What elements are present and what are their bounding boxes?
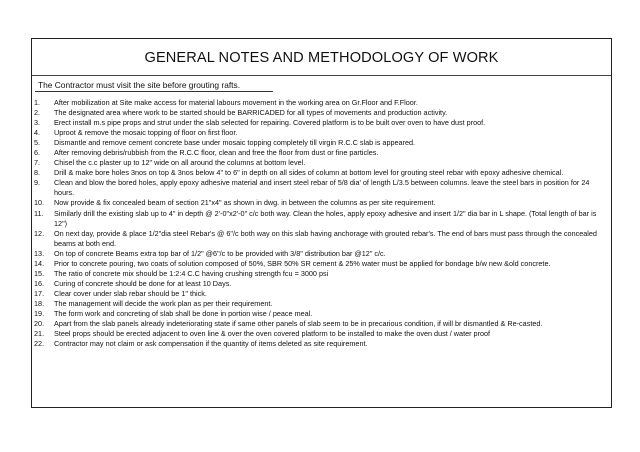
notes-sheet bbox=[31, 38, 612, 408]
page-title: GENERAL NOTES AND METHODOLOGY OF WORK bbox=[144, 50, 499, 66]
note-text: Prior to concrete pouring, two coats of solution composed of 50%, SBR 50% SR cement & 25% water must be applied for bondage b/w new &old concrete. bbox=[54, 258, 551, 268]
note-number: 22. bbox=[34, 339, 45, 349]
note-text: Drill & make bore holes 3nos on top & 3nos below 4" to 6" in depth on all sides of column at bottom level for grouting steel rebar with epoxy adhesive chemical. bbox=[54, 168, 564, 178]
list-item bbox=[32, 289, 610, 299]
note-number: 8. bbox=[34, 168, 41, 178]
note-number: 3. bbox=[34, 118, 41, 128]
list-item bbox=[32, 98, 610, 108]
note-text: Clean and blow the bored holes, apply epoxy adhesive material and insert steel rebar of 5/8 dia' of length L/3.5 between columns. leave the steel bars in position for 24 hours. bbox=[54, 178, 590, 198]
intro-text: The Contractor must visit the site before grouting rafts. bbox=[38, 80, 241, 90]
note-number: 18. bbox=[34, 298, 45, 308]
note-text: Uproot & remove the mosaic topping of floor on first floor. bbox=[54, 128, 238, 138]
note-text: Apart from the slab panels already indeteriorating state if same other panels of slab seem to be in precarious condition, if will br dismantled & Re-casted. bbox=[54, 319, 543, 329]
note-number: 14. bbox=[34, 258, 45, 268]
list-item bbox=[32, 209, 610, 229]
list-item bbox=[32, 138, 610, 148]
intro-underline bbox=[35, 91, 273, 92]
list-item bbox=[32, 339, 610, 349]
list-item bbox=[32, 229, 610, 249]
note-text: The designated area where work to be started should be BARRICADED for all types of movements and production activity. bbox=[54, 108, 448, 118]
note-text: Steel props should be erected adjacent to oven line & over the oven covered platform to be installed to make the oven dust / water proof bbox=[54, 329, 491, 339]
note-text: After removing debris/rubbish from the R.C.C floor, clean and free the floor from dust or fine particles. bbox=[54, 148, 379, 158]
note-number: 1. bbox=[34, 98, 41, 107]
note-text: Chisel the c.c plaster up to 12" wide on all around the columns at bottom level. bbox=[54, 158, 306, 168]
note-text: Contractor may not claim or ask compensation if the quantity of items deleted as site requirement. bbox=[54, 339, 368, 349]
note-text: The management will decide the work plan as per their requirement. bbox=[54, 298, 273, 308]
list-item bbox=[32, 309, 610, 319]
notes-list bbox=[32, 98, 610, 349]
note-number: 16. bbox=[34, 278, 45, 288]
list-item bbox=[32, 128, 610, 138]
note-number: 4. bbox=[34, 128, 41, 138]
note-number: 11. bbox=[34, 208, 44, 218]
note-number: 9. bbox=[34, 178, 41, 188]
list-item bbox=[32, 259, 610, 269]
note-number: 15. bbox=[34, 268, 45, 278]
list-item bbox=[32, 329, 610, 339]
note-text: Curing of concrete should be done for at least 10 Days. bbox=[54, 278, 232, 288]
note-number: 20. bbox=[34, 319, 45, 329]
note-text: Clear cover under slab rebar should be 1" thick. bbox=[54, 288, 207, 298]
note-number: 19. bbox=[34, 308, 45, 318]
note-text: After mobilization at Site make access for material labours movement in the working area on Gr.Floor and F.Floor. bbox=[54, 98, 418, 107]
note-text: On top of concrete Beams extra top bar of 1/2" @6"/c to be provided with 3/8" distribution bar @12" c/c. bbox=[54, 248, 386, 258]
note-text: Now provide & fix concealed beam of section 21"x4" as shown in dwg. in between the columns as per site requirement. bbox=[54, 198, 436, 208]
note-number: 5. bbox=[34, 138, 41, 148]
note-number: 10. bbox=[34, 198, 45, 208]
list-item bbox=[32, 158, 610, 168]
list-item bbox=[32, 299, 610, 309]
note-number: 2. bbox=[34, 108, 41, 118]
note-text: Erect install m.s pipe props and strut under the slab selected for repairing. Covered platform is to be built over oven to have dust proof. bbox=[54, 118, 486, 128]
list-item bbox=[32, 108, 610, 118]
note-text: On next day, provide & place 1/2"dia steel Rebar's @ 6"/c both way on this slab having anchorage with grouted rebar's. The end of bars must pass through the concealed beams at both end. bbox=[54, 228, 597, 248]
note-number: 13. bbox=[34, 248, 45, 258]
note-number: 7. bbox=[34, 158, 41, 168]
list-item bbox=[32, 148, 610, 158]
note-number: 12. bbox=[34, 228, 45, 238]
list-item bbox=[32, 118, 610, 128]
list-item bbox=[32, 168, 610, 178]
note-number: 21. bbox=[34, 329, 45, 339]
note-text: The form work and concreting of slab shall be done in portion wise / peace meal. bbox=[54, 308, 313, 318]
list-item bbox=[32, 279, 610, 289]
list-item bbox=[32, 319, 610, 329]
note-text: The ratio of concrete mix should be 1:2:4 C.C having crushing strength fcu = 3000 psi bbox=[54, 268, 329, 278]
title-bar bbox=[32, 39, 611, 76]
list-item bbox=[32, 249, 610, 259]
list-item bbox=[32, 269, 610, 279]
list-item bbox=[32, 198, 610, 208]
note-number: 6. bbox=[34, 148, 41, 158]
note-number: 17. bbox=[34, 288, 45, 298]
list-item bbox=[32, 178, 610, 198]
note-text: Similarly drill the existing slab up to 4" in depth @ 2'-0"x2'-0" c/c both way. Clean the holes, apply epoxy adhesive and insert 1/2" dia bar in L shape. (Total length of bar is 12") bbox=[54, 208, 597, 228]
note-text: Dismantle and remove cement concrete base under mosaic topping completely till virgin R.C.C slab is appeared. bbox=[54, 138, 416, 148]
